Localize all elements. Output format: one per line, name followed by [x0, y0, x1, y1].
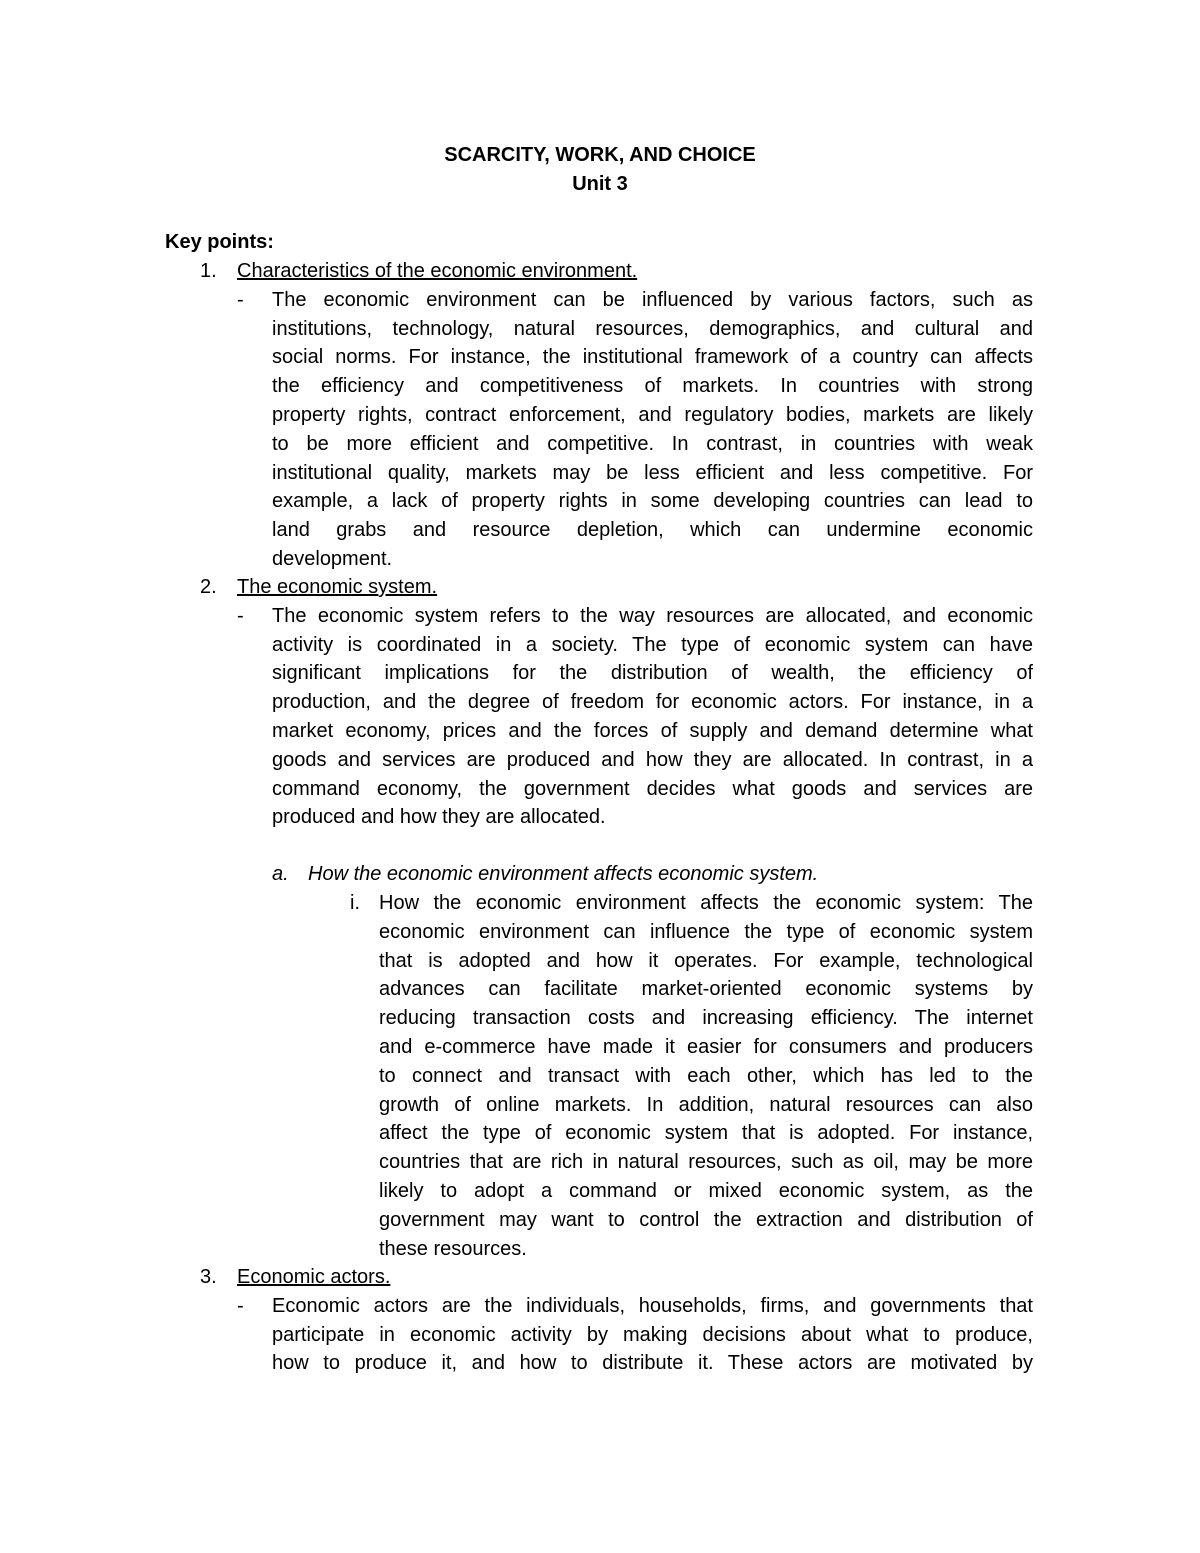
paragraph-line: economic environment can influence the type of economic system: [379, 920, 1033, 943]
subsection-marker: a.: [272, 863, 289, 885]
paragraph-line: participate in economic activity by making decisions about what to produce,: [272, 1323, 1033, 1346]
key-points-heading: Key points:: [165, 231, 274, 253]
section-number: 1.: [200, 260, 217, 282]
section-number: 3.: [200, 1266, 217, 1288]
paragraph-line: land grabs and resource depletion, which can undermine economic: [272, 519, 1033, 542]
paragraph-line: institutional quality, markets may be less efficient and less competitive. For: [272, 461, 1033, 484]
paragraph-line: and e-commerce have made it easier for consumers and producers: [379, 1035, 1033, 1058]
paragraph-line: advances can facilitate market-oriented economic systems by: [379, 978, 1033, 1001]
paragraph-line: The economic environment can be influenced by various factors, such as: [272, 288, 1033, 311]
section-paragraph: [272, 602, 1033, 832]
paragraph-line: how to produce it, and how to distribute it. These actors are motivated by: [272, 1352, 1033, 1375]
paragraph-line: Economic actors are the individuals, households, firms, and governments that: [272, 1294, 1033, 1317]
roman-marker: i.: [350, 892, 360, 914]
roman-paragraph: [379, 889, 1033, 1263]
paragraph-line: example, a lack of property rights in some developing countries can lead to: [272, 490, 1033, 513]
section-paragraph: [272, 1292, 1033, 1378]
paragraph-line: development.: [272, 547, 393, 570]
dash-marker: -: [237, 288, 244, 311]
section-title: The economic system.: [237, 576, 438, 598]
paragraph-line: significant implications for the distribution of wealth, the efficiency of: [272, 662, 1033, 685]
paragraph-line: How the economic environment affects the economic system: The: [379, 892, 1033, 914]
paragraph-line: to be more efficient and competitive. In contrast, in countries with weak: [272, 432, 1033, 455]
paragraph-line: social norms. For instance, the institutional framework of a country can affects: [272, 346, 1033, 369]
section-number: 2.: [200, 576, 217, 598]
paragraph-line: property rights, contract enforcement, and regulatory bodies, markets are likely: [272, 403, 1033, 426]
paragraph-line: to connect and transact with each other, which has led to the: [379, 1064, 1033, 1087]
paragraph-line: government may want to control the extraction and distribution of: [379, 1208, 1033, 1231]
paragraph-line: production, and the degree of freedom for economic actors. For instance, in a: [272, 691, 1033, 714]
paragraph-line: produced and how they are allocated.: [272, 806, 606, 829]
paragraph-line: market economy, prices and the forces of supply and demand determine what: [272, 719, 1033, 742]
paragraph-line: command economy, the government decides what goods and services are: [272, 777, 1033, 800]
paragraph-line: countries that are rich in natural resources, such as oil, may be more: [379, 1151, 1033, 1174]
document-subtitle: Unit 3: [572, 172, 628, 195]
title-block: [0, 141, 1200, 199]
dash-marker: -: [237, 604, 244, 627]
subsection-title: How the economic environment affects economic system.: [308, 863, 819, 885]
subsection-a: [272, 860, 818, 889]
section-paragraph: [272, 286, 1033, 574]
paragraph-line: likely to adopt a command or mixed economic system, as the: [379, 1179, 1033, 1202]
paragraph-line: growth of online markets. In addition, natural resources can also: [379, 1093, 1033, 1116]
paragraph-line: activity is coordinated in a society. The type of economic system can have: [272, 633, 1033, 656]
paragraph-line: reducing transaction costs and increasing efficiency. The internet: [379, 1007, 1033, 1030]
paragraph-line: the efficiency and competitiveness of markets. In countries with strong: [272, 375, 1033, 398]
section-title: Economic actors.: [237, 1266, 391, 1288]
section-title: Characteristics of the economic environment.: [237, 260, 638, 282]
paragraph-line: institutions, technology, natural resources, demographics, and cultural and: [272, 317, 1033, 340]
paragraph-line: goods and services are produced and how they are allocated. In contrast, in a: [272, 748, 1033, 771]
paragraph-line: that is adopted and how it operates. For example, technological: [379, 949, 1033, 972]
dash-marker: -: [237, 1294, 244, 1317]
document-title: SCARCITY, WORK, AND CHOICE: [444, 144, 756, 166]
paragraph-line: affect the type of economic system that is adopted. For instance,: [379, 1122, 1033, 1145]
paragraph-line: The economic system refers to the way resources are allocated, and economic: [272, 604, 1033, 627]
paragraph-line: these resources.: [379, 1237, 527, 1260]
